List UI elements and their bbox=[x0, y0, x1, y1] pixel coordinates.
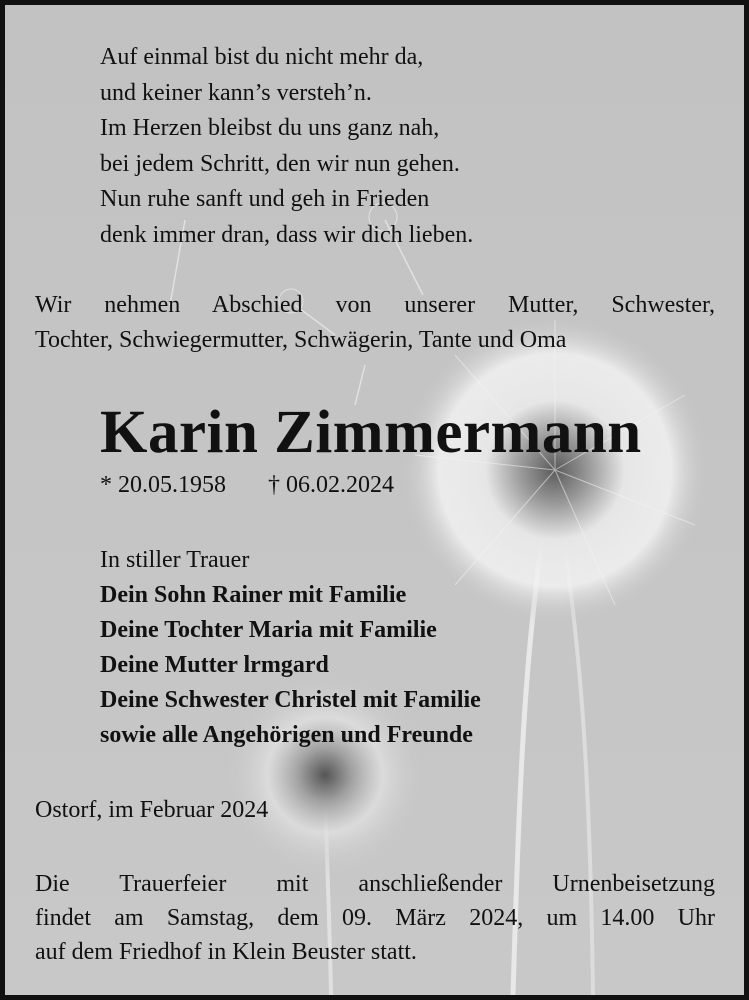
mourner-entry: Dein Sohn Rainer mit Familie bbox=[100, 582, 407, 608]
mourner-entry: Deine Mutter lrmgard bbox=[100, 652, 329, 678]
life-dates bbox=[100, 470, 394, 500]
service-line: auf dem Friedhof in Klein Beuster statt. bbox=[35, 939, 417, 965]
memorial-poem bbox=[100, 40, 473, 253]
mourners-list bbox=[100, 543, 481, 753]
service-line: findet am Samstag, dem 09. März 2024, um 14.00 Uhr bbox=[35, 905, 715, 931]
birth-date: * 20.05.1958 bbox=[100, 472, 226, 498]
poem-line: Nun ruhe sanft und geh in Frieden bbox=[100, 186, 430, 212]
poem-line: und keiner kann’s versteh’n. bbox=[100, 79, 372, 106]
mourners-heading: In stiller Trauer bbox=[100, 547, 250, 573]
mourner-entry: sowie alle Angehörigen und Freunde bbox=[100, 722, 473, 748]
funeral-service-info bbox=[35, 867, 715, 969]
death-date: † 06.02.2024 bbox=[268, 472, 394, 498]
poem-line: bei jedem Schritt, den wir nun gehen. bbox=[100, 150, 460, 177]
mourner-entry: Deine Schwester Christel mit Familie bbox=[100, 687, 481, 713]
service-line: Die Trauerfeier mit anschließender Urnenbeisetzung bbox=[35, 871, 715, 897]
poem-line: Auf einmal bist du nicht mehr da, bbox=[100, 44, 424, 70]
intro-line: Wir nehmen Abschied von unserer Mutter, Schwester, bbox=[35, 292, 715, 318]
poem-line: denk immer dran, dass wir dich lieben. bbox=[100, 221, 474, 248]
notice-text bbox=[5, 5, 744, 995]
intro-line: Tochter, Schwiegermutter, Schwägerin, Tante und Oma bbox=[35, 327, 567, 353]
poem-line: Im Herzen bleibst du uns ganz nah, bbox=[100, 115, 440, 141]
mourner-entry: Deine Tochter Maria mit Familie bbox=[100, 617, 437, 643]
place-and-date: Ostorf, im Februar 2024 bbox=[35, 797, 269, 823]
farewell-intro bbox=[35, 288, 715, 358]
deceased-name: Karin Zimmermann bbox=[100, 399, 642, 466]
